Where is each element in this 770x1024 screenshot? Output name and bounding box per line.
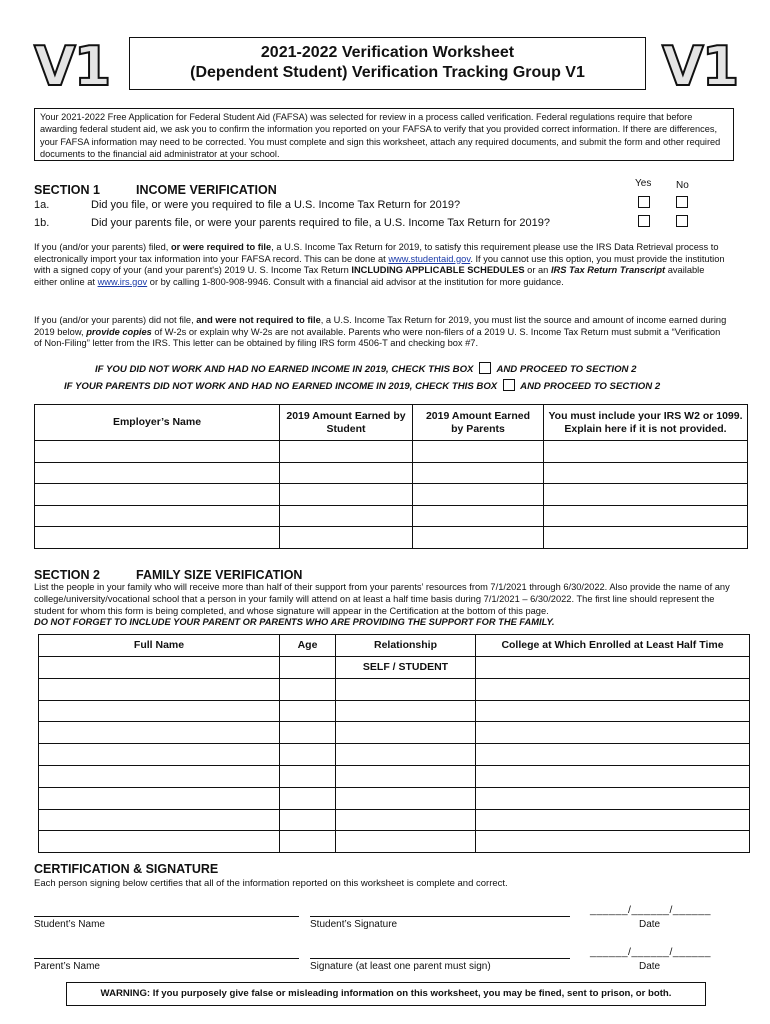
warning-box: WARNING: If you purposely give false or misleading information on this worksheet, you may be fined, sent to prison, or both.	[66, 982, 706, 1006]
parent-name-label: Parent’s Name	[34, 961, 100, 972]
family-table	[38, 634, 750, 853]
student-name-label: Student’s Name	[34, 919, 105, 930]
student-amount-cell[interactable]	[280, 505, 413, 527]
q1a-yes-checkbox[interactable]	[638, 196, 650, 208]
nonfiler-paragraph	[34, 315, 730, 350]
table-row	[39, 809, 750, 831]
age-cell[interactable]	[280, 765, 336, 787]
section2-title: FAMILY SIZE VERIFICATION	[136, 568, 303, 582]
q1a-no-checkbox[interactable]	[676, 196, 688, 208]
student-amount-cell[interactable]	[280, 441, 413, 463]
table-row	[39, 657, 750, 679]
relationship-cell[interactable]	[336, 809, 476, 831]
section2-note: DO NOT FORGET TO INCLUDE YOUR PARENT OR PARENTS WHO ARE PROVIDING THE SUPPORT FOR THE FAMILY.	[34, 617, 555, 628]
employer-name-header: Employer’s Name	[35, 405, 280, 441]
age-cell[interactable]	[280, 722, 336, 744]
parent-date-label: Date	[639, 961, 661, 972]
table-row	[39, 722, 750, 744]
filer-bold-text: or were required to file	[170, 242, 272, 252]
section1-title: INCOME VERIFICATION	[136, 183, 277, 197]
logo-left: V1	[34, 35, 110, 98]
full-name-cell[interactable]	[39, 744, 280, 766]
no-income-student-tail: AND PROCEED TO SECTION 2	[496, 364, 637, 375]
relationship-cell[interactable]	[336, 831, 476, 853]
relationship-cell[interactable]	[336, 765, 476, 787]
student-amount-cell[interactable]	[280, 484, 413, 506]
filer-text: or an	[524, 265, 551, 276]
no-income-student-text: IF YOU DID NOT WORK AND HAD NO EARNED INCOME IN 2019, CHECK THIS BOX	[95, 364, 474, 375]
student-signature-line[interactable]	[310, 916, 570, 917]
filer-text: or by calling 1-800-908-9946. Consult with a financial aid advisor at the institution for more guidance.	[147, 276, 564, 287]
parents-amount-header: 2019 Amount Earned by Parents	[413, 405, 544, 441]
full-name-header: Full Name	[39, 635, 280, 657]
college-header: College at Which Enrolled at Least Half Time	[476, 635, 750, 657]
student-amount-cell[interactable]	[280, 527, 413, 549]
section2-paragraph	[34, 582, 730, 629]
table-row	[35, 527, 748, 549]
filer-text: If you (and/or your parents) filed,	[34, 242, 171, 252]
table-row	[39, 744, 750, 766]
employer-name-cell[interactable]	[35, 484, 280, 506]
w2-explain-cell[interactable]	[544, 484, 748, 506]
parent-signature-line[interactable]	[310, 958, 570, 959]
certification-title: CERTIFICATION & SIGNATURE	[34, 862, 219, 876]
q1a-number: 1a.	[34, 199, 50, 211]
parents-amount-cell[interactable]	[413, 484, 544, 506]
filer-text: . If you cannot use this option, you must provide the institution with a signed copy of your (and your parent's) 2019 U. S. Income Tax Return	[34, 253, 725, 276]
full-name-cell[interactable]	[39, 722, 280, 744]
relationship-cell[interactable]	[336, 722, 476, 744]
title-box	[129, 37, 646, 90]
nonfiler-bold-italic-text: provide copies	[86, 326, 152, 337]
college-cell[interactable]	[476, 700, 750, 722]
parents-amount-cell[interactable]	[413, 527, 544, 549]
irs-link[interactable]: www.irs.gov	[97, 276, 148, 287]
section1-number: SECTION 1	[34, 183, 100, 197]
no-income-student-line	[95, 362, 636, 375]
parent-date-field[interactable]: ______/______/______	[590, 946, 711, 958]
q1a-text: Did you file, or were you required to file a U.S. Income Tax Return for 2019?	[91, 199, 461, 211]
intro-box: Your 2021-2022 Free Application for Federal Student Aid (FAFSA) was selected for review in a process called verification. Federal regulations require that before awarding federal student aid, we ask you to confirm the information you reported on your FAFSA to verify that you provided correct information. If there are differences, your FAFSA information may need to be corrected. You must complete and sign this worksheet, attach any required documents, and submit the form and other required documents to the financial aid administrator at your school.	[34, 108, 734, 161]
college-cell[interactable]	[476, 678, 750, 700]
logo-right: V1	[662, 35, 738, 98]
table-row	[39, 700, 750, 722]
full-name-cell[interactable]	[39, 700, 280, 722]
relationship-cell[interactable]	[336, 678, 476, 700]
full-name-cell[interactable]	[39, 787, 280, 809]
college-cell[interactable]	[476, 744, 750, 766]
age-header: Age	[280, 635, 336, 657]
student-name-line[interactable]	[34, 916, 299, 917]
nonfiler-text: If you (and/or your parents) did not file,	[34, 315, 197, 325]
college-cell[interactable]	[476, 722, 750, 744]
age-cell[interactable]	[280, 678, 336, 700]
college-cell[interactable]	[476, 657, 750, 679]
q1b-yes-checkbox[interactable]	[638, 215, 650, 227]
nonfiler-bold-text: and were not required to file	[196, 315, 321, 325]
relationship-cell[interactable]	[336, 787, 476, 809]
employer-name-cell[interactable]	[35, 441, 280, 463]
student-date-label: Date	[639, 919, 661, 930]
relationship-cell[interactable]	[336, 700, 476, 722]
table-row	[39, 831, 750, 853]
college-cell[interactable]	[476, 831, 750, 853]
yes-label: Yes	[635, 178, 652, 189]
certification-text: Each person signing below certifies that all of the information reported on this worksheet is complete and correct.	[34, 878, 508, 889]
family-table-header	[39, 635, 750, 657]
relationship-cell[interactable]: SELF / STUDENT	[336, 657, 476, 679]
no-income-parents-line	[64, 379, 660, 392]
income-table-header	[35, 405, 748, 441]
filer-bold-text: INCLUDING APPLICABLE SCHEDULES	[351, 265, 525, 276]
nonfiler-text: of W-2s or explain why W-2s are not available. Parents who were non-filers of a 2019 U. S. Income Tax Return must submit a “Verification of Non-Filing” letter from the IRS. This letter can be obtained by filing IRS form 4506-T and checking box #7.	[34, 326, 721, 349]
age-cell[interactable]	[280, 700, 336, 722]
employer-name-cell[interactable]	[35, 505, 280, 527]
college-cell[interactable]	[476, 765, 750, 787]
no-income-parents-checkbox[interactable]	[503, 379, 515, 391]
filer-text: , a U.S. Income Tax Return for 2019, to satisfy this requirement please use the IRS Data Retrieval process to electronically import your tax information into your FAFSA record. This can be done at	[34, 242, 719, 264]
w2-explain-cell[interactable]	[544, 505, 748, 527]
table-row	[35, 441, 748, 463]
w2-explain-cell[interactable]	[544, 527, 748, 549]
table-row	[35, 462, 748, 484]
age-cell[interactable]	[280, 744, 336, 766]
income-table	[34, 404, 748, 549]
parent-name-line[interactable]	[34, 958, 299, 959]
relationship-header: Relationship	[336, 635, 476, 657]
title-line2: (Dependent Student) Verification Tracking Group V1	[190, 64, 585, 81]
table-row	[39, 765, 750, 787]
parents-amount-cell[interactable]	[413, 441, 544, 463]
title-line1: 2021-2022 Verification Worksheet	[260, 44, 515, 61]
full-name-cell[interactable]	[39, 657, 280, 679]
college-cell[interactable]	[476, 787, 750, 809]
no-income-student-checkbox[interactable]	[479, 362, 491, 374]
nonfiler-text: , a U.S. Income Tax Return for 2019, you must list the source and amount of income earned during 2019 below,	[34, 315, 727, 337]
full-name-cell[interactable]	[39, 831, 280, 853]
no-income-parents-text: IF YOUR PARENTS DID NOT WORK AND HAD NO EARNED INCOME IN 2019, CHECK THIS BOX	[64, 381, 498, 392]
table-row	[35, 484, 748, 506]
age-cell[interactable]	[280, 831, 336, 853]
college-cell[interactable]	[476, 809, 750, 831]
income-rows	[35, 441, 748, 549]
full-name-cell[interactable]	[39, 765, 280, 787]
filer-text: available either online at	[34, 265, 705, 287]
filer-bold-italic-text: IRS Tax Return Transcript	[550, 265, 666, 276]
age-cell[interactable]	[280, 657, 336, 679]
table-row	[35, 505, 748, 527]
parents-amount-cell[interactable]	[413, 505, 544, 527]
w2-explain-cell[interactable]	[544, 441, 748, 463]
full-name-cell[interactable]	[39, 678, 280, 700]
student-date-field[interactable]: ______/______/______	[590, 904, 711, 916]
section2-number: SECTION 2	[34, 568, 100, 582]
table-row	[39, 678, 750, 700]
student-amount-cell[interactable]	[280, 462, 413, 484]
full-name-cell[interactable]	[39, 809, 280, 831]
q1b-text: Did your parents file, or were your parents required to file, a U.S. Income Tax Return for 2019?	[91, 217, 550, 229]
employer-name-cell[interactable]	[35, 462, 280, 484]
family-rows	[39, 657, 750, 853]
no-label: No	[676, 180, 689, 191]
section2-text: List the people in your family who will receive more than half of their support from your parents’ resources from 7/1/2021 through 6/30/2022. Also provide the name of any college/university/vocational school that a person in your family will attend on at least a half time basis during 7/1/2021 – 6/30/2022. The first line should represent the student for whom this form is being completed, and whose signature will appear in the Certification at the bottom of this page.	[34, 582, 730, 616]
employer-name-cell[interactable]	[35, 527, 280, 549]
w2-explain-header: You must include your IRS W2 or 1099. Explain here if it is not provided.	[544, 405, 748, 441]
w2-explain-cell[interactable]	[544, 462, 748, 484]
studentaid-link[interactable]: www.studentaid.gov	[388, 253, 471, 264]
filer-paragraph	[34, 242, 730, 288]
q1b-number: 1b.	[34, 217, 50, 229]
parents-amount-cell[interactable]	[413, 462, 544, 484]
student-amount-header: 2019 Amount Earned by Student	[280, 405, 413, 441]
relationship-cell[interactable]	[336, 744, 476, 766]
table-row	[39, 787, 750, 809]
age-cell[interactable]	[280, 809, 336, 831]
student-signature-label: Student’s Signature	[310, 919, 398, 930]
q1b-no-checkbox[interactable]	[676, 215, 688, 227]
age-cell[interactable]	[280, 787, 336, 809]
no-income-parents-tail: AND PROCEED TO SECTION 2	[520, 381, 661, 392]
parent-signature-label: Signature (at least one parent must sign)	[310, 961, 491, 972]
